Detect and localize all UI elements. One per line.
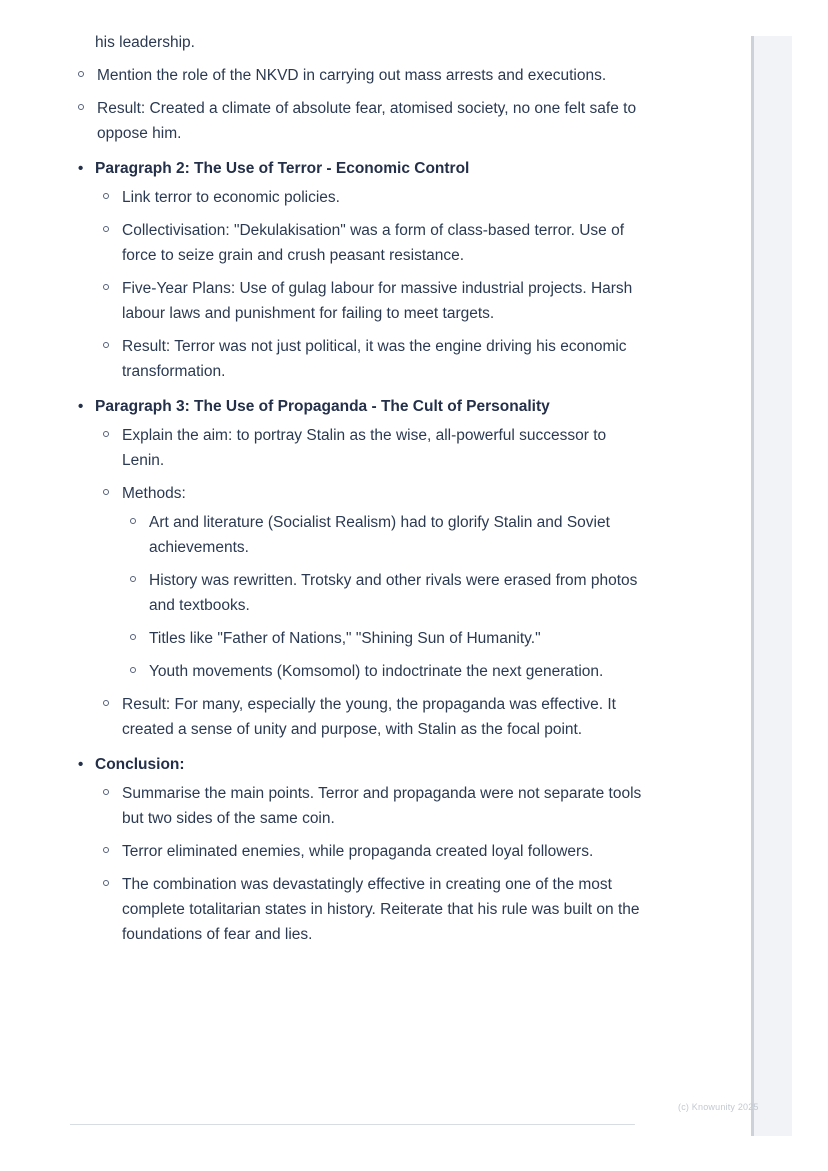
- disc-bullet-icon: •: [78, 756, 84, 773]
- circle-bullet-icon: [103, 880, 109, 886]
- circle-bullet-icon: [130, 576, 136, 582]
- section-paragraph-2: [70, 156, 650, 384]
- list-item-text: Methods:: [122, 485, 186, 502]
- continued-text-line: his leadership.: [95, 34, 195, 51]
- document-content: [70, 30, 650, 957]
- list-item: [95, 839, 650, 864]
- section-paragraph-3: [70, 394, 650, 742]
- circle-bullet-icon: [103, 847, 109, 853]
- list-item: [95, 481, 650, 684]
- vertical-scrollbar-track[interactable]: [754, 36, 792, 1136]
- circle-bullet-icon: [103, 226, 109, 232]
- list-item: [95, 276, 650, 326]
- list-item-text: The combination was devastatingly effective in creating one of the most complete totalitarian states in history. Reiterate that his rule was built on the foundations of fear and lies.: [122, 876, 640, 943]
- list-item: [95, 872, 650, 947]
- watermark-text: (c) Knowunity 2025: [678, 1102, 759, 1112]
- list-item-text: Summarise the main points. Terror and propaganda were not separate tools but two sides of the same coin.: [122, 785, 642, 827]
- footer-divider: [70, 1124, 635, 1125]
- list-item-text: Art and literature (Socialist Realism) had to glorify Stalin and Soviet achievements.: [149, 514, 610, 556]
- list-item: [122, 626, 650, 651]
- list-item-text: Terror eliminated enemies, while propaganda created loyal followers.: [122, 843, 594, 860]
- disc-bullet-icon: •: [78, 160, 84, 177]
- section-items: [95, 185, 650, 384]
- section-items: [95, 781, 650, 947]
- list-item-text: Explain the aim: to portray Stalin as the wise, all-powerful successor to Lenin.: [122, 427, 607, 469]
- list-item-text: Five-Year Plans: Use of gulag labour for massive industrial projects. Harsh labour laws and punishment for failing to meet targets.: [122, 280, 633, 322]
- circle-bullet-icon: [103, 700, 109, 706]
- list-item: [122, 510, 650, 560]
- circle-bullet-icon: [78, 104, 84, 110]
- section-heading-item: [70, 394, 650, 742]
- list-item: [95, 692, 650, 742]
- section-heading: Paragraph 2: The Use of Terror - Economic Control: [95, 160, 470, 177]
- circle-bullet-icon: [103, 789, 109, 795]
- section-items: [95, 423, 650, 742]
- circle-bullet-icon: [130, 667, 136, 673]
- list-item-text: Result: Created a climate of absolute fear, atomised society, no one felt safe to oppose him.: [97, 100, 637, 142]
- circle-bullet-icon: [103, 342, 109, 348]
- circle-bullet-icon: [103, 431, 109, 437]
- circle-bullet-icon: [103, 489, 109, 495]
- section-heading: Conclusion:: [95, 756, 185, 773]
- list-item: [95, 781, 650, 831]
- list-item: [95, 423, 650, 473]
- list-item-text: Titles like "Father of Nations," "Shining Sun of Humanity.": [149, 630, 541, 647]
- list-item: [95, 218, 650, 268]
- list-item: [70, 63, 650, 88]
- circle-bullet-icon: [78, 71, 84, 77]
- list-item-text: Youth movements (Komsomol) to indoctrinate the next generation.: [149, 663, 604, 680]
- section-conclusion: [70, 752, 650, 947]
- list-item-text: Link terror to economic policies.: [122, 189, 340, 206]
- circle-bullet-icon: [130, 518, 136, 524]
- vertical-scrollbar-thumb[interactable]: [751, 36, 754, 1136]
- list-item-text: History was rewritten. Trotsky and other rivals were erased from photos and textbooks.: [149, 572, 638, 614]
- sublist-continued: [70, 63, 650, 146]
- section-heading-item: [70, 156, 650, 384]
- circle-bullet-icon: [130, 634, 136, 640]
- section-heading: Paragraph 3: The Use of Propaganda - The Cult of Personality: [95, 398, 550, 415]
- list-item: [122, 659, 650, 684]
- list-item-text: Mention the role of the NKVD in carrying out mass arrests and executions.: [97, 67, 607, 84]
- methods-sublist: [122, 510, 650, 684]
- list-item: [95, 334, 650, 384]
- list-item: [122, 568, 650, 618]
- list-item-text: Result: For many, especially the young, the propaganda was effective. It created a sense of unity and purpose, with Stalin as the focal point.: [122, 696, 616, 738]
- list-item: [70, 96, 650, 146]
- list-item-text: Collectivisation: "Dekulakisation" was a form of class-based terror. Use of force to seize grain and crush peasant resistance.: [122, 222, 625, 264]
- circle-bullet-icon: [103, 284, 109, 290]
- list-item-text: Result: Terror was not just political, it was the engine driving his economic transformation.: [122, 338, 627, 380]
- circle-bullet-icon: [103, 193, 109, 199]
- disc-bullet-icon: •: [78, 398, 84, 415]
- list-item: [95, 185, 650, 210]
- section-heading-item: [70, 752, 650, 947]
